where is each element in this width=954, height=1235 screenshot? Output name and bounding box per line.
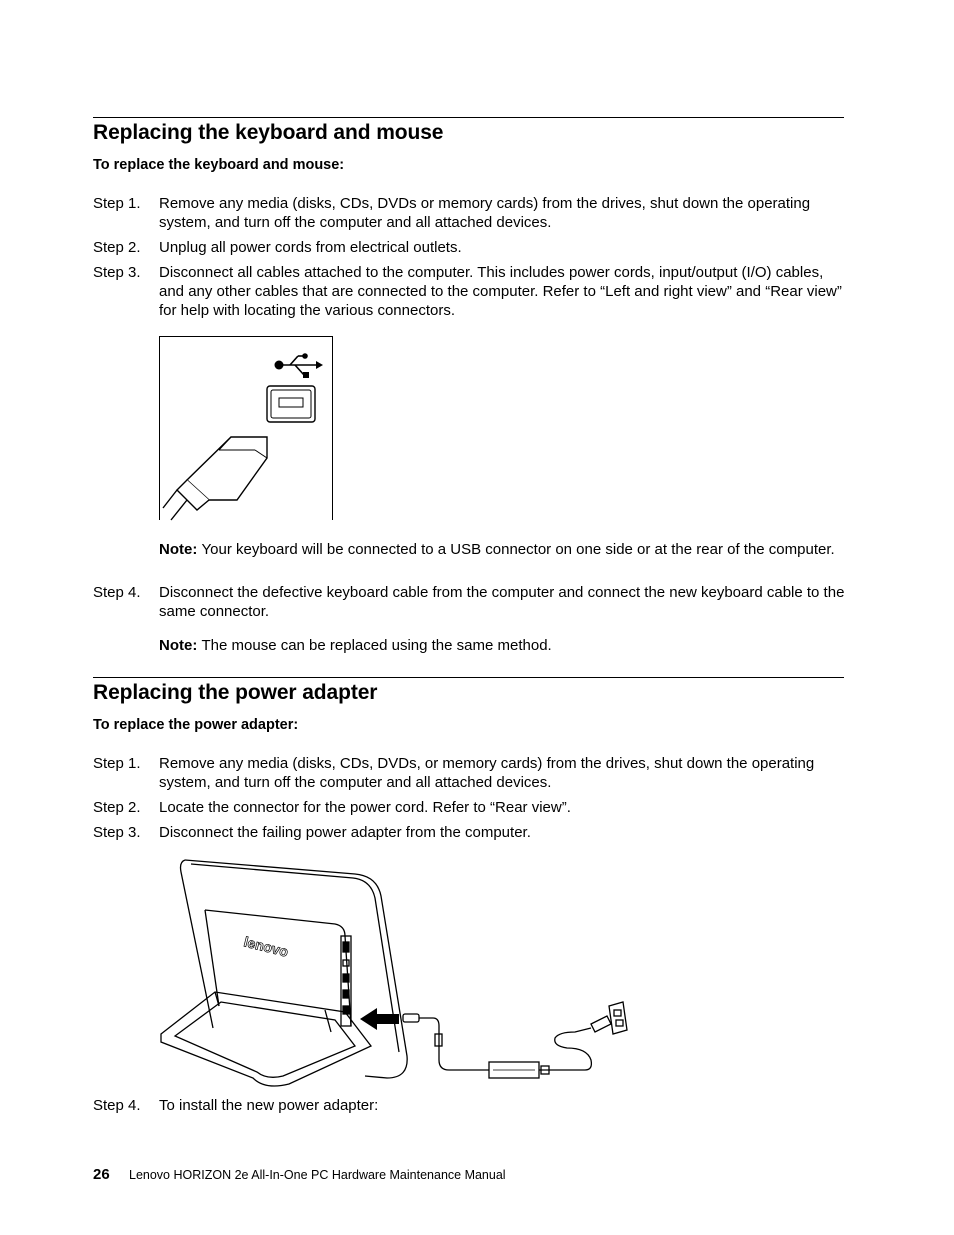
step-text: Unplug all power cords from electrical outlets.	[159, 239, 462, 256]
step-text: Disconnect all cables attached to the computer. This includes power cords, input/output (I/O) cables, and any other cables that are connected to the computer. Refer to “Left and right view” and “Rear view” for help with locating the various connectors.	[159, 264, 842, 319]
ac-cord	[539, 1016, 611, 1074]
note-text: The mouse can be replaced using the same method.	[201, 637, 552, 654]
page-number: 26	[93, 1166, 110, 1183]
computer-rear	[161, 860, 407, 1086]
heading-replacing-power-adapter: Replacing the power adapter	[93, 681, 378, 704]
step-number: Step 3.	[93, 824, 141, 841]
note-text: Your keyboard will be connected to a USB connector on one side or at the rear of the computer.	[201, 541, 835, 558]
usb-plug	[163, 437, 267, 520]
step-number: Step 4.	[93, 584, 141, 601]
step-text: Remove any media (disks, CDs, DVDs, or memory cards) from the drives, shut down the operating system, and turn off the computer and all attached devices.	[159, 755, 815, 791]
step-text: Locate the connector for the power cord. Refer to “Rear view”.	[159, 799, 571, 816]
step-number: Step 4.	[93, 1097, 141, 1114]
wall-outlet	[609, 1002, 627, 1034]
usb-connector-figure	[159, 336, 334, 521]
step-text: Disconnect the defective keyboard cable from the computer and connect the new keyboard cable to the same connector.	[159, 584, 845, 620]
step-text: Disconnect the failing power adapter from the computer.	[159, 824, 531, 841]
section-rule-keyboard	[93, 117, 844, 118]
step-number: Step 1.	[93, 195, 141, 212]
usb-symbol-icon	[275, 353, 324, 378]
step-number: Step 3.	[93, 264, 141, 281]
heading-replacing-keyboard-mouse: Replacing the keyboard and mouse	[93, 121, 444, 144]
step-text: To install the new power adapter:	[159, 1097, 379, 1114]
note-usb-connector	[159, 540, 849, 559]
step-text: Remove any media (disks, CDs, DVDs or memory cards) from the drives, shut down the operating system, and turn off the computer and all attached devices.	[159, 195, 811, 231]
usb-port	[267, 386, 315, 422]
power-adapter-figure	[155, 856, 635, 1088]
power-adapter-brick	[489, 1062, 539, 1078]
note-mouse	[159, 636, 849, 655]
lenovo-logo: lenovo	[242, 933, 290, 960]
section-rule-power-adapter	[93, 677, 844, 678]
note-label: Note:	[159, 541, 198, 558]
note-label: Note:	[159, 637, 198, 654]
manual-title: Lenovo HORIZON 2e All-In-One PC Hardware Maintenance Manual	[129, 1168, 506, 1182]
intro-keyboard-mouse: To replace the keyboard and mouse:	[93, 157, 345, 173]
step-number: Step 2.	[93, 799, 141, 816]
step-number: Step 1.	[93, 755, 141, 772]
power-cable	[403, 1014, 489, 1070]
intro-power-adapter: To replace the power adapter:	[93, 717, 299, 733]
step-number: Step 2.	[93, 239, 141, 256]
